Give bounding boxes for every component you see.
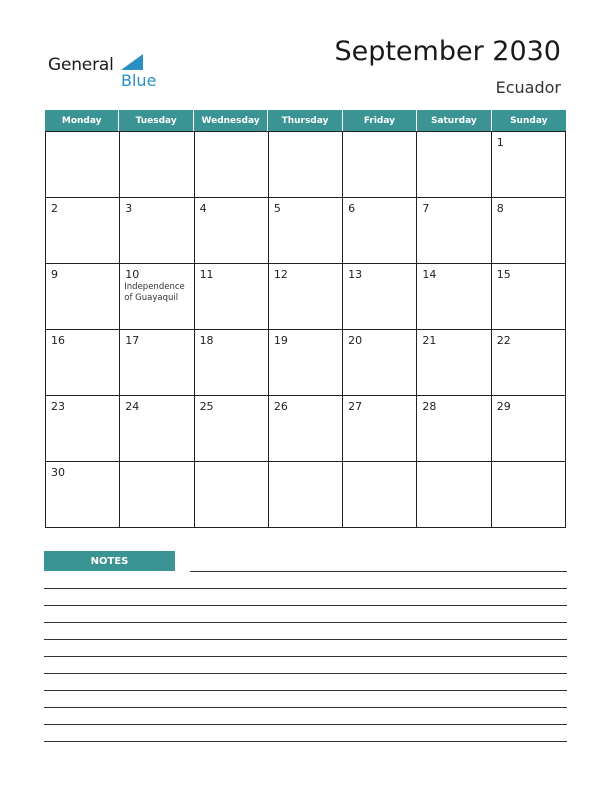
- day-number: 5: [273, 202, 281, 215]
- day-cell: [120, 462, 194, 528]
- day-number: 29: [496, 400, 511, 413]
- day-cell: [343, 396, 417, 462]
- day-cell: [417, 198, 491, 264]
- weekday-header: Tuesday: [119, 110, 193, 131]
- day-cell: [120, 330, 194, 396]
- brand-triangle-icon: [121, 54, 143, 70]
- day-cell: [492, 132, 566, 198]
- brand-name-general: General: [48, 55, 114, 75]
- day-cell: [343, 330, 417, 396]
- day-number: 10: [125, 268, 140, 281]
- notes-line: [190, 571, 567, 572]
- notes-line: [44, 622, 567, 623]
- day-number: 24: [125, 400, 140, 413]
- day-cell: [195, 462, 269, 528]
- day-cell: [46, 264, 120, 330]
- notes-line: [44, 656, 567, 657]
- day-number: 20: [348, 334, 363, 347]
- country-subtitle: Ecuador: [495, 78, 561, 97]
- day-cell: [46, 462, 120, 528]
- day-cell: [46, 330, 120, 396]
- day-cell: [492, 264, 566, 330]
- weekday-header: Saturday: [417, 110, 491, 131]
- notes-line: [44, 724, 567, 725]
- weekday-header: Wednesday: [194, 110, 268, 131]
- day-number: 21: [422, 334, 437, 347]
- day-cell: [195, 132, 269, 198]
- day-number: 7: [422, 202, 430, 215]
- notes-line: [44, 588, 567, 589]
- calendar: [45, 110, 566, 528]
- day-cell: [195, 396, 269, 462]
- day-cell: [343, 462, 417, 528]
- day-cell: [269, 198, 343, 264]
- day-cell: [120, 132, 194, 198]
- day-cell: [417, 330, 491, 396]
- day-cell: [269, 132, 343, 198]
- day-cell: [195, 198, 269, 264]
- brand-name-blue: Blue: [121, 71, 157, 90]
- day-cell: [120, 264, 194, 330]
- day-number: 16: [51, 334, 65, 347]
- day-number: 3: [125, 202, 133, 215]
- day-cell: [269, 396, 343, 462]
- day-number: 19: [273, 334, 288, 347]
- day-number: 9: [51, 268, 58, 281]
- day-number: 6: [348, 202, 356, 215]
- day-cell: [120, 396, 194, 462]
- notes-line: [44, 690, 567, 691]
- day-number: 15: [496, 268, 511, 281]
- day-number: 26: [273, 400, 288, 413]
- day-cell: [195, 330, 269, 396]
- day-cell: [417, 264, 491, 330]
- notes-label: NOTES: [44, 551, 175, 571]
- day-number: 25: [199, 400, 214, 413]
- day-number: 11: [199, 268, 214, 281]
- notes-line: [44, 707, 567, 708]
- page-title: September 2030: [334, 36, 561, 67]
- day-cell: [492, 462, 566, 528]
- day-number: 2: [51, 202, 58, 215]
- day-cell: [269, 264, 343, 330]
- day-cell: [195, 264, 269, 330]
- day-number: 8: [496, 202, 504, 215]
- day-cell: [343, 264, 417, 330]
- day-cell: [46, 198, 120, 264]
- weekday-header: Thursday: [268, 110, 342, 131]
- day-number: 30: [51, 466, 65, 479]
- day-cell: [492, 198, 566, 264]
- calendar-grid: [45, 131, 566, 528]
- weekday-header: Sunday: [510, 115, 548, 126]
- day-number: 13: [348, 268, 363, 281]
- day-cell: [492, 396, 566, 462]
- brand-logo: [48, 52, 158, 92]
- day-number: 27: [348, 400, 363, 413]
- notes-line: [44, 673, 567, 674]
- day-cell: [269, 330, 343, 396]
- holiday-label: Independence of Guayaquil: [124, 282, 185, 303]
- day-cell: [120, 198, 194, 264]
- day-cell: [492, 330, 566, 396]
- day-number: 1: [496, 136, 504, 149]
- notes-line: [44, 741, 567, 742]
- day-cell: [46, 396, 120, 462]
- day-cell: [269, 462, 343, 528]
- day-cell: [46, 132, 120, 198]
- day-number: 18: [199, 334, 214, 347]
- day-number: 23: [51, 400, 65, 413]
- day-cell: [343, 198, 417, 264]
- day-number: 14: [422, 268, 437, 281]
- notes-line: [44, 605, 567, 606]
- notes-line: [44, 639, 567, 640]
- day-number: 4: [199, 202, 207, 215]
- day-cell: [417, 396, 491, 462]
- weekday-header: Friday: [343, 110, 417, 131]
- day-cell: [417, 462, 491, 528]
- weekday-header: Monday: [45, 110, 119, 131]
- day-number: 17: [125, 334, 140, 347]
- day-cell: [343, 132, 417, 198]
- day-cell: [417, 132, 491, 198]
- day-number: 22: [496, 334, 511, 347]
- weekday-header-row: [45, 110, 566, 131]
- day-number: 12: [273, 268, 288, 281]
- day-number: 28: [422, 400, 437, 413]
